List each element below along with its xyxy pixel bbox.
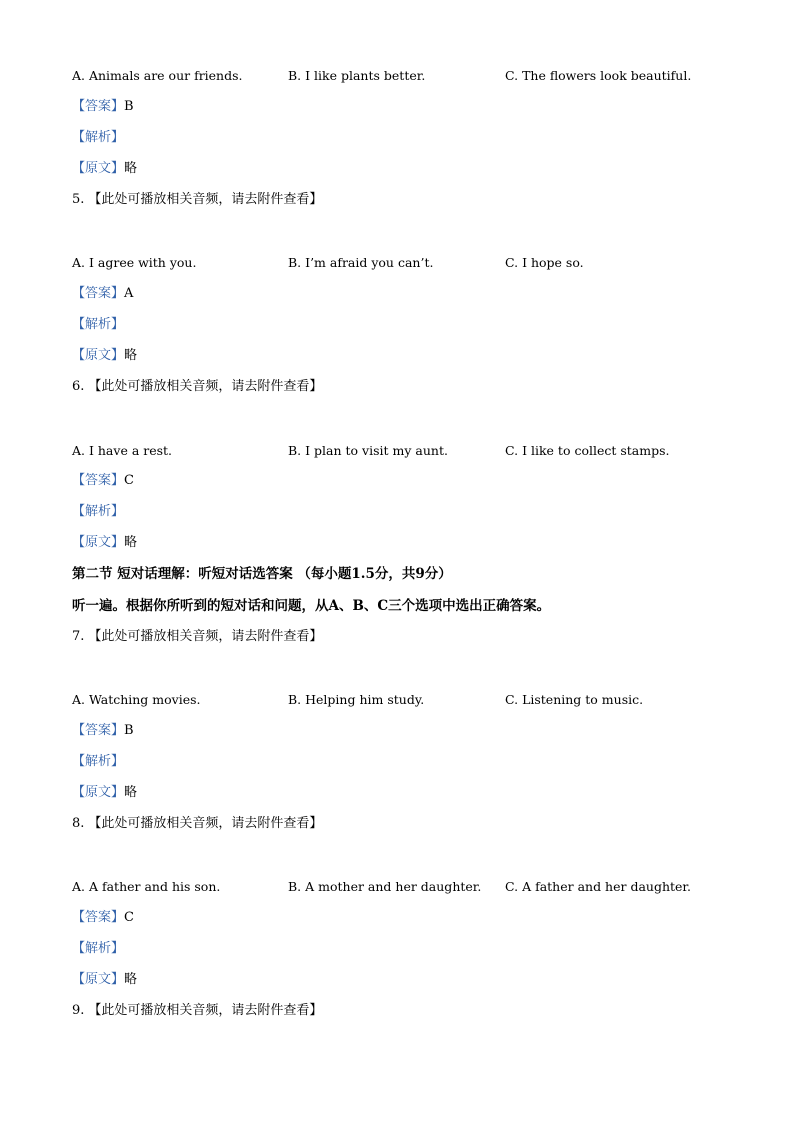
analysis-line [72, 940, 124, 958]
answer-line [72, 909, 134, 927]
option-a: A. I agree with you. [72, 255, 197, 270]
analysis-line [72, 503, 124, 521]
question-audio-line [72, 628, 322, 646]
original-text: 略 [124, 161, 138, 176]
option-c: C. I hope so. [505, 255, 584, 270]
option-b: B. I like plants better. [288, 68, 426, 83]
audio-note: 【此处可播放相关音频，请去附件查看】 [88, 816, 323, 831]
answer-label: 【答案】 [72, 99, 125, 114]
analysis-label: 【解析】 [72, 130, 125, 145]
original-label: 【原文】 [72, 535, 125, 550]
original-line [72, 160, 137, 178]
original-label: 【原文】 [72, 348, 125, 363]
options-row [72, 254, 752, 272]
original-line [72, 534, 137, 552]
analysis-label: 【解析】 [72, 317, 125, 332]
original-line [72, 971, 137, 989]
option-a: A. Watching movies. [72, 692, 201, 707]
original-text: 略 [124, 972, 138, 987]
answer-line [72, 285, 133, 303]
option-c: C. I like to collect stamps. [505, 443, 670, 458]
option-a: A. Animals are our friends. [72, 68, 243, 83]
analysis-line [72, 316, 124, 334]
answer-value: C [124, 910, 134, 925]
original-line [72, 784, 137, 802]
question-number: 5. [72, 192, 85, 207]
option-c: C. A father and her daughter. [505, 879, 691, 894]
analysis-line [72, 129, 124, 147]
option-b: B. I plan to visit my aunt. [288, 443, 448, 458]
answer-label: 【答案】 [72, 286, 125, 301]
option-b: B. A mother and her daughter. [288, 879, 482, 894]
original-label: 【原文】 [72, 785, 125, 800]
question-number: 7. [72, 629, 85, 644]
option-c: C. The flowers look beautiful. [505, 68, 692, 83]
answer-value: C [124, 473, 134, 488]
options-row [72, 878, 752, 896]
option-b: B. Helping him study. [288, 692, 425, 707]
original-text: 略 [124, 535, 138, 550]
original-text: 略 [124, 785, 138, 800]
options-row [72, 442, 752, 460]
audio-note: 【此处可播放相关音频，请去附件查看】 [88, 192, 323, 207]
answer-value: A [124, 286, 134, 301]
analysis-label: 【解析】 [72, 941, 125, 956]
answer-line [72, 98, 134, 116]
section-instruction: 听一遍。根据你所听到的短对话和问题，从A、B、C三个选项中选出正确答案。 [72, 598, 551, 614]
analysis-label: 【解析】 [72, 504, 125, 519]
question-number: 9. [72, 1003, 85, 1018]
answer-label: 【答案】 [72, 473, 125, 488]
options-row [72, 691, 752, 709]
audio-note: 【此处可播放相关音频，请去附件查看】 [88, 629, 323, 644]
original-label: 【原文】 [72, 161, 125, 176]
original-line [72, 347, 137, 365]
question-number: 6. [72, 379, 85, 394]
option-b: B. I’m afraid you can’t. [288, 255, 434, 270]
answer-value: B [124, 99, 134, 114]
question-number: 8. [72, 816, 85, 831]
answer-line [72, 472, 134, 490]
analysis-label: 【解析】 [72, 754, 125, 769]
analysis-line [72, 753, 124, 771]
option-c: C. Listening to music. [505, 692, 644, 707]
answer-label: 【答案】 [72, 723, 125, 738]
answer-line [72, 722, 134, 740]
question-audio-line [72, 191, 322, 209]
answer-value: B [124, 723, 134, 738]
answer-label: 【答案】 [72, 910, 125, 925]
audio-note: 【此处可播放相关音频，请去附件查看】 [88, 379, 323, 394]
question-audio-line [72, 815, 322, 833]
question-audio-line [72, 378, 322, 396]
original-label: 【原文】 [72, 972, 125, 987]
option-a: A. A father and his son. [72, 879, 221, 894]
original-text: 略 [124, 348, 138, 363]
options-row [72, 67, 752, 85]
question-audio-line [72, 1002, 322, 1020]
section-title: 第二节 短对话理解：听短对话选答案 （每小题1.5分，共9分） [72, 566, 452, 582]
audio-note: 【此处可播放相关音频，请去附件查看】 [88, 1003, 323, 1018]
option-a: A. I have a rest. [72, 443, 173, 458]
